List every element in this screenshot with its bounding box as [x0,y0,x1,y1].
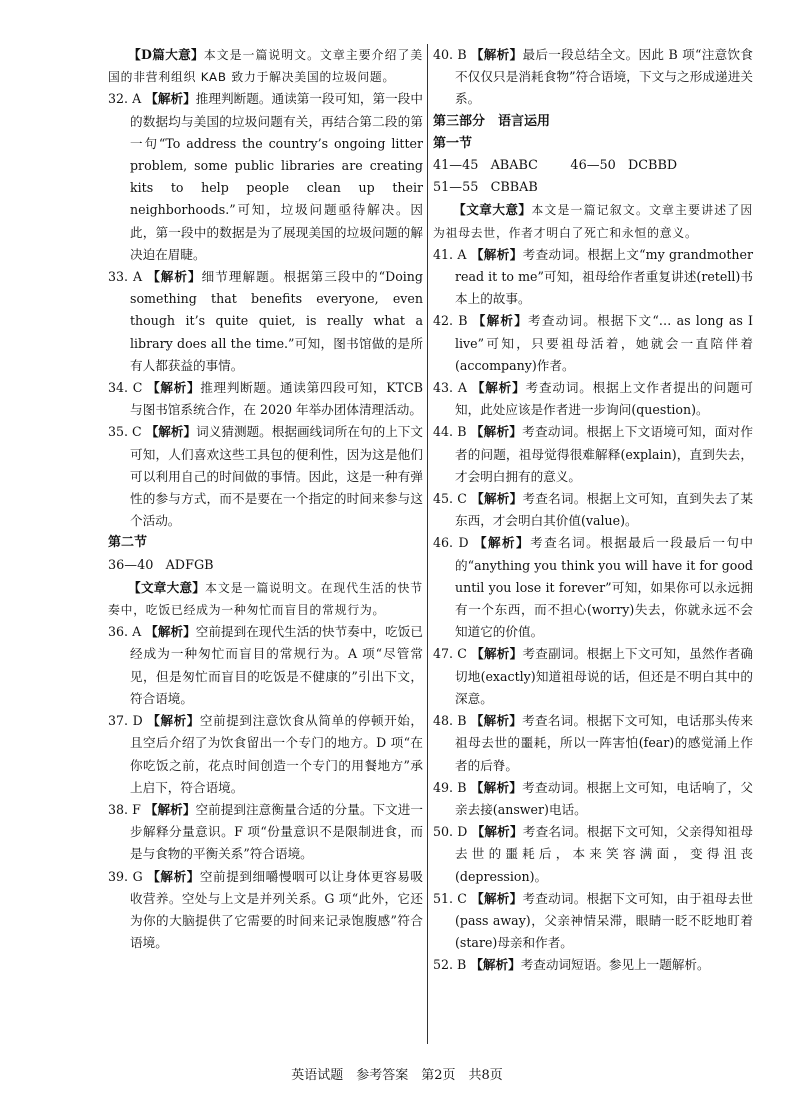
column-divider [427,44,428,1044]
explanation-text: 空前提到在现代生活的快节奏中，吃饭已经成为一种匆忙而盲目的常规行为。A 项“尽管常见，但是匆忙而盲目的吃饭是不健康的”引出下文，符合语境。 [130,624,423,706]
question-number: 52. B [433,957,467,973]
explanation-text: 考查动词短语。参见上一题解析。 [520,957,710,973]
analysis-tag: 【解析】 [470,424,523,440]
question-number: 44. B [433,424,467,440]
explanation-text: 考查副词。根据上下文可知，虽然作者确切地(exactly)知道祖母说的话，但还是不明白其中的深意。 [455,646,754,706]
question-number: 34. C [108,380,143,396]
analysis-tag: 【解析】 [470,246,523,262]
analysis-tag: 【解析】 [470,957,521,973]
analysis-tag: 【解析】 [470,713,523,729]
passage-summary [108,44,423,88]
question-number: 35. C [108,424,142,440]
analysis-tag: 【解析】 [471,890,523,906]
analysis-tag: 【解析】 [471,646,523,662]
section-heading: 第一节 [433,135,473,151]
explanation-text: 空前提到注意衡量合适的分量。下文进一步解释分量意识。F 项“份量意识不是限制进食，而是与食物的平衡关系”符合语境。 [130,801,423,862]
answer-explanation [433,888,753,955]
analysis-tag: 【解析】 [471,380,526,396]
explanation-text: 考查名词。根据上文可知，直到失去了某东西，才会明白其价值(value)。 [455,491,754,529]
question-number: 38. F [108,801,141,817]
question-number: 45. C [433,491,467,507]
passage-summary [433,199,753,243]
section-heading: 第三部分 语言运用 [433,113,551,129]
explanation-text: 空前提到注意饮食从简单的停顿开始，且空后介绍了为饮食留出一个专门的地方。D 项“在你吃饭之前，花点时间创造一个专门的用餐地方”承上启下，符合语境。 [130,713,423,795]
summary-tag: 【文章大意】 [453,202,532,218]
summary-text: 本文是一篇记叙文。文章主要讲述了因为祖母去世，作者才明白了死亡和永恒的意义。 [433,203,753,240]
answer-explanation [433,643,753,710]
answer-explanation [108,866,423,955]
question-number: 49. B [433,779,467,795]
question-number: 41. A [433,246,467,262]
answer-explanation [433,421,753,488]
explanation-text: 考查动词。根据上文“my grandmother read it to me”可知，祖母给作者重复讲述(retell)书本上的故事。 [455,246,753,307]
answer-explanation [433,310,753,377]
analysis-tag: 【解析】 [470,47,523,62]
question-number: 42. B [433,313,468,329]
answer-explanation [433,44,753,111]
answer-explanation [433,488,753,532]
explanation-text: 考查名词。根据最后一段最后一句中的“anything you think you will have it for good until you lose it forever”可知，如果你可以永远拥有一个东西，而不担心(worry)失去，你就永远不会知道它的价值。 [455,535,754,640]
answer-explanation [108,88,423,266]
question-number: 43. A [433,380,467,396]
explanation-text: 词义猜测题。根据画线词所在句的上下文可知，人们喜欢这些工具包的便利性，因为这是他们可以利用自己的时间做的事情。因此，这是一种有弹性的参与方式，而不是要在一个指定的时间来参与这个活动。 [130,424,423,529]
answer-key-line: 51—55 CBBAB [433,180,538,196]
question-number: 39. G [108,868,143,884]
answer-explanation [433,777,753,821]
question-number: 51. C [433,890,467,906]
question-number: 50. D [433,824,468,840]
analysis-tag: 【解析】 [147,868,200,884]
question-number: 48. B [433,713,467,729]
explanation-text: 最后一段总结全文。因此 B 项“注意饮食不仅仅只是消耗食物”符合语境，下文与之形成递进关系。 [455,47,754,107]
summary-tag: 【文章大意】 [128,579,206,595]
answer-explanation [108,266,423,377]
answer-explanation [433,377,753,421]
page-footer: 英语试题 参考答案 第2页 共8页 [291,1068,503,1083]
answer-explanation [433,244,753,311]
explanation-text: 考查名词。根据下文可知，父亲得知祖母去世的噩耗后，本来笑容满面，变得沮丧(depression)。 [455,824,754,884]
analysis-tag: 【解析】 [145,624,196,640]
explanation-text: 考查名词。根据下文可知，电话那头传来祖母去世的噩耗，所以一阵害怕(fear)的感觉涌上作者的后脊。 [455,713,753,773]
analysis-tag: 【解析】 [470,779,523,795]
explanation-text: 考查动词。根据下文可知，由于祖母去世(pass away)，父亲神情呆滞，眼睛一眨不眨地盯着(stare)母亲和作者。 [455,890,754,951]
answer-explanation [108,421,423,532]
explanation-text: 推理判断题。通读第一段可知，第一段中的数据均与美国的垃圾问题有关，再结合第二段的第一句“To address the country’s ongoing litter problem, some public libraries are creating kits to help people clean up their neighborhoods.”可知，垃圾问题亟待解决。因此，第一段中的数据是为了展现美国的垃圾问题的解决迫在眉睫。 [130,91,423,262]
section-heading: 第二节 [108,535,148,551]
answer-explanation [433,821,753,888]
summary-text: 本文是一篇说明文。文章主要介绍了美国的非营利组织 KAB 致力于解决美国的垃圾问题。 [108,48,423,85]
analysis-tag: 【解析】 [147,380,201,396]
analysis-tag: 【解析】 [474,535,531,551]
analysis-tag: 【解析】 [147,269,202,285]
explanation-text: 考查动词。根据上文作者提出的问题可知，此处应该是作者进一步询问(question)。 [455,380,753,418]
analysis-tag: 【解析】 [144,801,196,817]
explanation-text: 考查动词。根据下文“… as long as I live”可知，只要祖母活着，她就会一直陪伴着(accompany)作者。 [455,313,753,373]
summary-tag: 【D篇大意】 [128,47,204,62]
answer-explanation [433,954,753,976]
left-column [108,44,423,954]
analysis-tag: 【解析】 [145,424,197,440]
question-number: 36. A [108,624,142,640]
summary-text: 本文是一篇说明文。在现代生活的快节奏中，吃饭已经成为一种匆忙而盲目的常规行为。 [108,580,424,618]
question-number: 40. B [433,47,467,62]
analysis-tag: 【解析】 [471,824,523,840]
explanation-text: 考查动词。根据上文可知，电话响了，父亲去接(answer)电话。 [455,779,753,817]
analysis-tag: 【解析】 [147,713,200,729]
analysis-tag: 【解析】 [145,91,196,107]
answer-explanation [108,377,423,421]
question-number: 37. D [108,713,143,729]
answer-key-line: 36—40 ADFGB [108,557,214,573]
analysis-tag: 【解析】 [471,491,523,507]
explanation-text: 推理判断题。通读第四段可知，KTCB 与图书馆系统合作，在 2020 年举办团体清理活动。 [130,380,424,418]
explanation-text: 考查动词。根据上下文语境可知，面对作者的问题，祖母觉得很难解释(explain)，直到失去，才会明白拥有的意义。 [455,424,753,484]
question-number: 33. A [108,269,143,285]
answer-explanation [433,532,753,643]
answer-explanation [108,710,423,799]
question-number: 46. D [433,535,469,551]
passage-summary [108,577,423,621]
question-number: 32. A [108,91,142,107]
answer-explanation [108,799,423,866]
question-number: 47. C [433,646,467,662]
right-column [433,44,753,977]
explanation-text: 空前提到细嚼慢咽可以让身体更容易吸收营养。空处与上文是并列关系。G 项“此外，它还为你的大脑提供了它需要的时间来记录饱腹感”符合语境。 [130,868,424,951]
answer-explanation [433,710,753,777]
analysis-tag: 【解析】 [472,313,529,329]
explanation-text: 细节理解题。根据第三段中的“Doing something that benefits everyone, even though it’s quite quiet, is really what a library does all the time.”可知，图书馆做的是所有人都获益的事情。 [130,269,423,373]
answer-explanation [108,621,423,710]
answer-key-line: 41—45 ABABC 46—50 DCBBD [433,158,678,174]
